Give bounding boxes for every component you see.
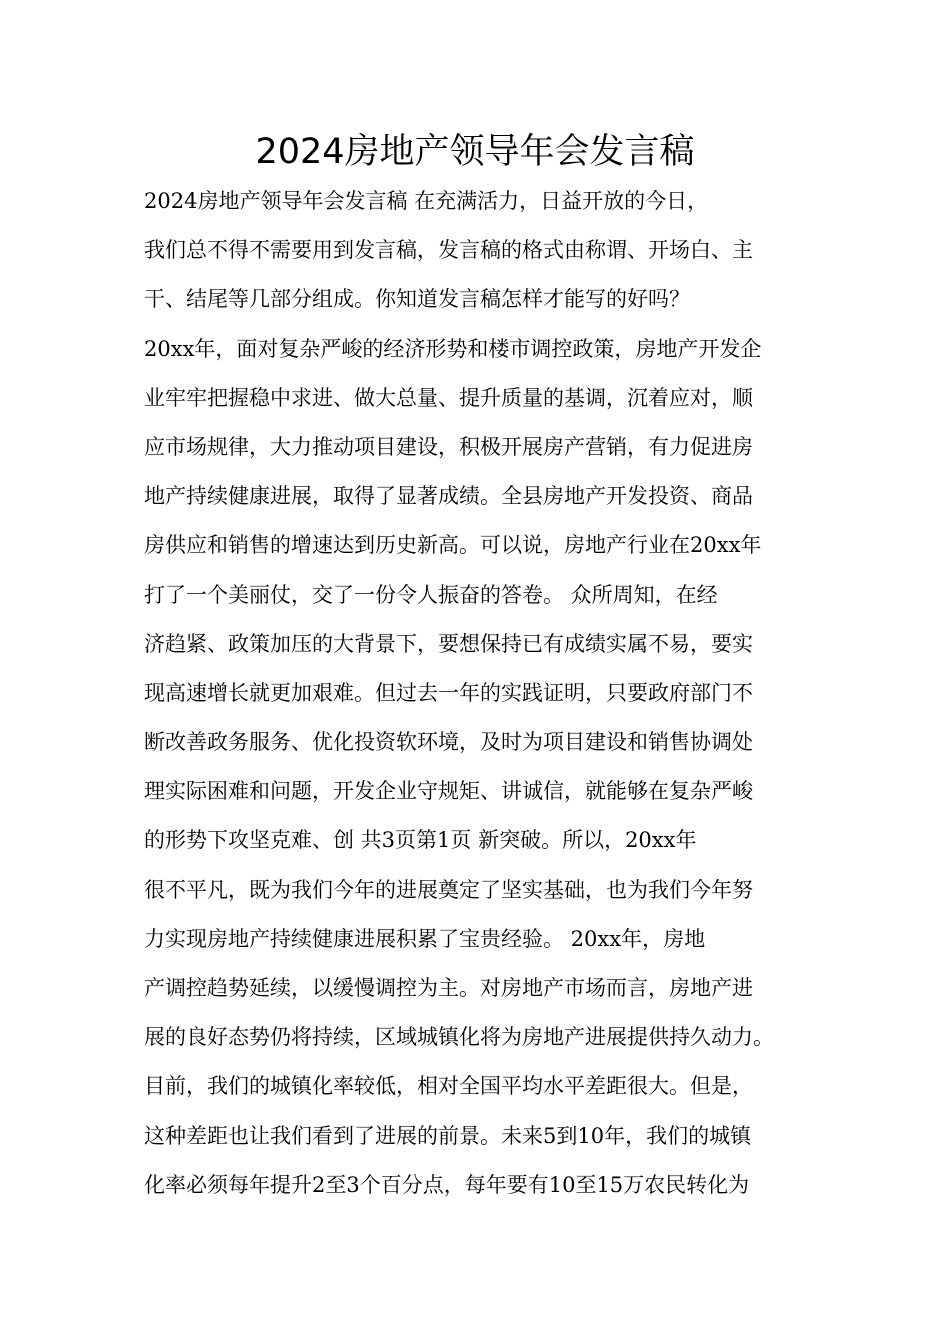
body-line: 现高速增长就更加艰难。但过去一年的实践证明，只要政府部门不 — [144, 680, 753, 705]
body-line: 产调控趋势延续，以缓慢调控为主。对房地产市场而言，房地产进 — [144, 976, 753, 1000]
body-line: 目前，我们的城镇化率较低，相对全国平均水平差距很大。但是， — [144, 1074, 753, 1099]
body-line: 干、结尾等几部分组成。你知道发言稿怎样才能写的好吗？ — [144, 287, 690, 312]
body-line: 济趋紧、政策加压的大背景下，要想保持已有成绩实属不易，要实 — [144, 631, 753, 656]
body-line: 力实现房地产持续健康进展积累了宝贵经验。 20xx年，房地 — [144, 926, 706, 951]
body-line: 应市场规律，大力推动项目建设，积极开展房产营销，有力促进房 — [144, 434, 753, 459]
body-line: 2024房地产领导年会发言稿 在充满活力，日益开放的今日， — [144, 189, 709, 213]
body-line: 展的良好态势仍将持续，区域城镇化将为房地产进展提供持久动力。 — [144, 1025, 774, 1050]
body-line: 打了一个美丽仗，交了一份令人振奋的答卷。 众所周知，在经 — [144, 582, 718, 607]
body-line: 业牢牢把握稳中求进、做大总量、提升质量的基调，沉着应对，顺 — [144, 385, 753, 410]
document-title: 2024房地产领导年会发言稿 — [255, 132, 695, 172]
body-line: 断改善政务服务、优化投资软环境，及时为项目建设和销售协调处 — [144, 730, 753, 755]
body-line: 20xx年，面对复杂严峻的经济形势和楼市调控政策，房地产开发企 — [144, 336, 762, 361]
body-line: 理实际困难和问题，开发企业守规矩、讲诚信，就能够在复杂严峻 — [144, 779, 753, 804]
body-line: 我们总不得不需要用到发言稿，发言稿的格式由称谓、开场白、主 — [144, 238, 753, 263]
body-line: 化率必须每年提升2至3个百分点，每年要有10至15万农民转化为 — [144, 1172, 750, 1197]
body-line: 房供应和销售的增速达到历史新高。可以说，房地产行业在20xx年 — [144, 533, 762, 558]
body-line: 很不平凡，既为我们今年的进展奠定了坚实基础，也为我们今年努 — [144, 877, 753, 902]
body-line: 这种差距也让我们看到了进展的前景。未来5到10年，我们的城镇 — [144, 1123, 752, 1148]
body-line: 地产持续健康进展，取得了显著成绩。全县房地产开发投资、商品 — [144, 484, 753, 509]
document-body — [144, 177, 844, 1210]
body-line: 的形势下攻坚克难、创 共3页第1页 新突破。所以，20xx年 — [144, 828, 697, 853]
